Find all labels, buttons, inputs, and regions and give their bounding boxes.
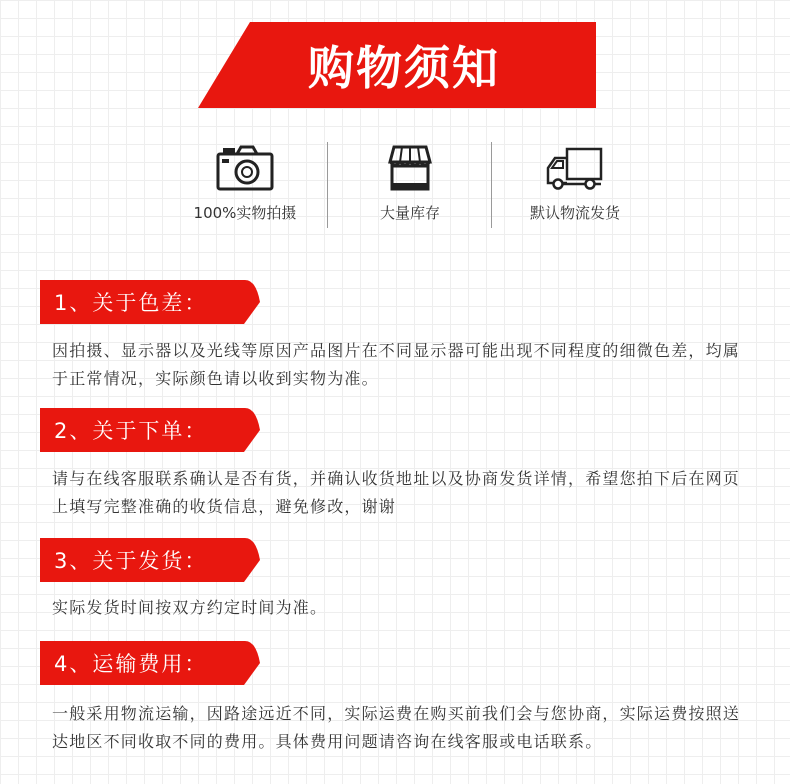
section-heading-text: 3、关于发货： bbox=[54, 549, 208, 573]
feature-divider bbox=[491, 142, 492, 228]
store-icon bbox=[384, 140, 436, 192]
feature-label: 大量库存 bbox=[379, 204, 440, 222]
section-heading-freight bbox=[40, 641, 260, 685]
feature-item bbox=[328, 140, 492, 230]
section-heading-text: 2、关于下单： bbox=[54, 419, 208, 443]
feature-item bbox=[163, 140, 327, 230]
section-heading-shipping bbox=[40, 538, 260, 582]
truck-icon bbox=[545, 140, 605, 192]
feature-label: 100%实物拍摄 bbox=[193, 204, 297, 222]
section-paragraph: 实际发货时间按双方约定时间为准。 bbox=[52, 598, 328, 617]
section-paragraph: 因拍摄、显示器以及光线等原因产品图片在不同显示器可能出现不同程度的细微色差，均属于正常情况，实际颜色请以收到实物为准。 bbox=[52, 341, 741, 388]
feature-item bbox=[493, 140, 657, 230]
section-paragraph: 请与在线客服联系确认是否有货，并确认收货地址以及协商发货详情，希望您拍下后在网页上填写完整准确的收货信息，避免修改，谢谢 bbox=[52, 469, 741, 516]
feature-label: 默认物流发货 bbox=[529, 204, 620, 222]
features-row bbox=[163, 140, 643, 230]
page-title: 购物须知 bbox=[308, 41, 500, 95]
camera-icon bbox=[215, 140, 275, 192]
section-heading-text: 4、运输费用： bbox=[54, 652, 208, 676]
section-paragraph: 一般采用物流运输，因路途远近不同，实际运费在购买前我们会与您协商，实际运费按照送达地区不同收取不同的费用。具体费用问题请咨询在线客服或电话联系。 bbox=[52, 704, 741, 751]
section-heading-text: 1、关于色差： bbox=[54, 291, 208, 315]
section-heading-color-difference bbox=[40, 280, 260, 324]
title-banner bbox=[198, 22, 596, 108]
section-heading-ordering bbox=[40, 408, 260, 452]
